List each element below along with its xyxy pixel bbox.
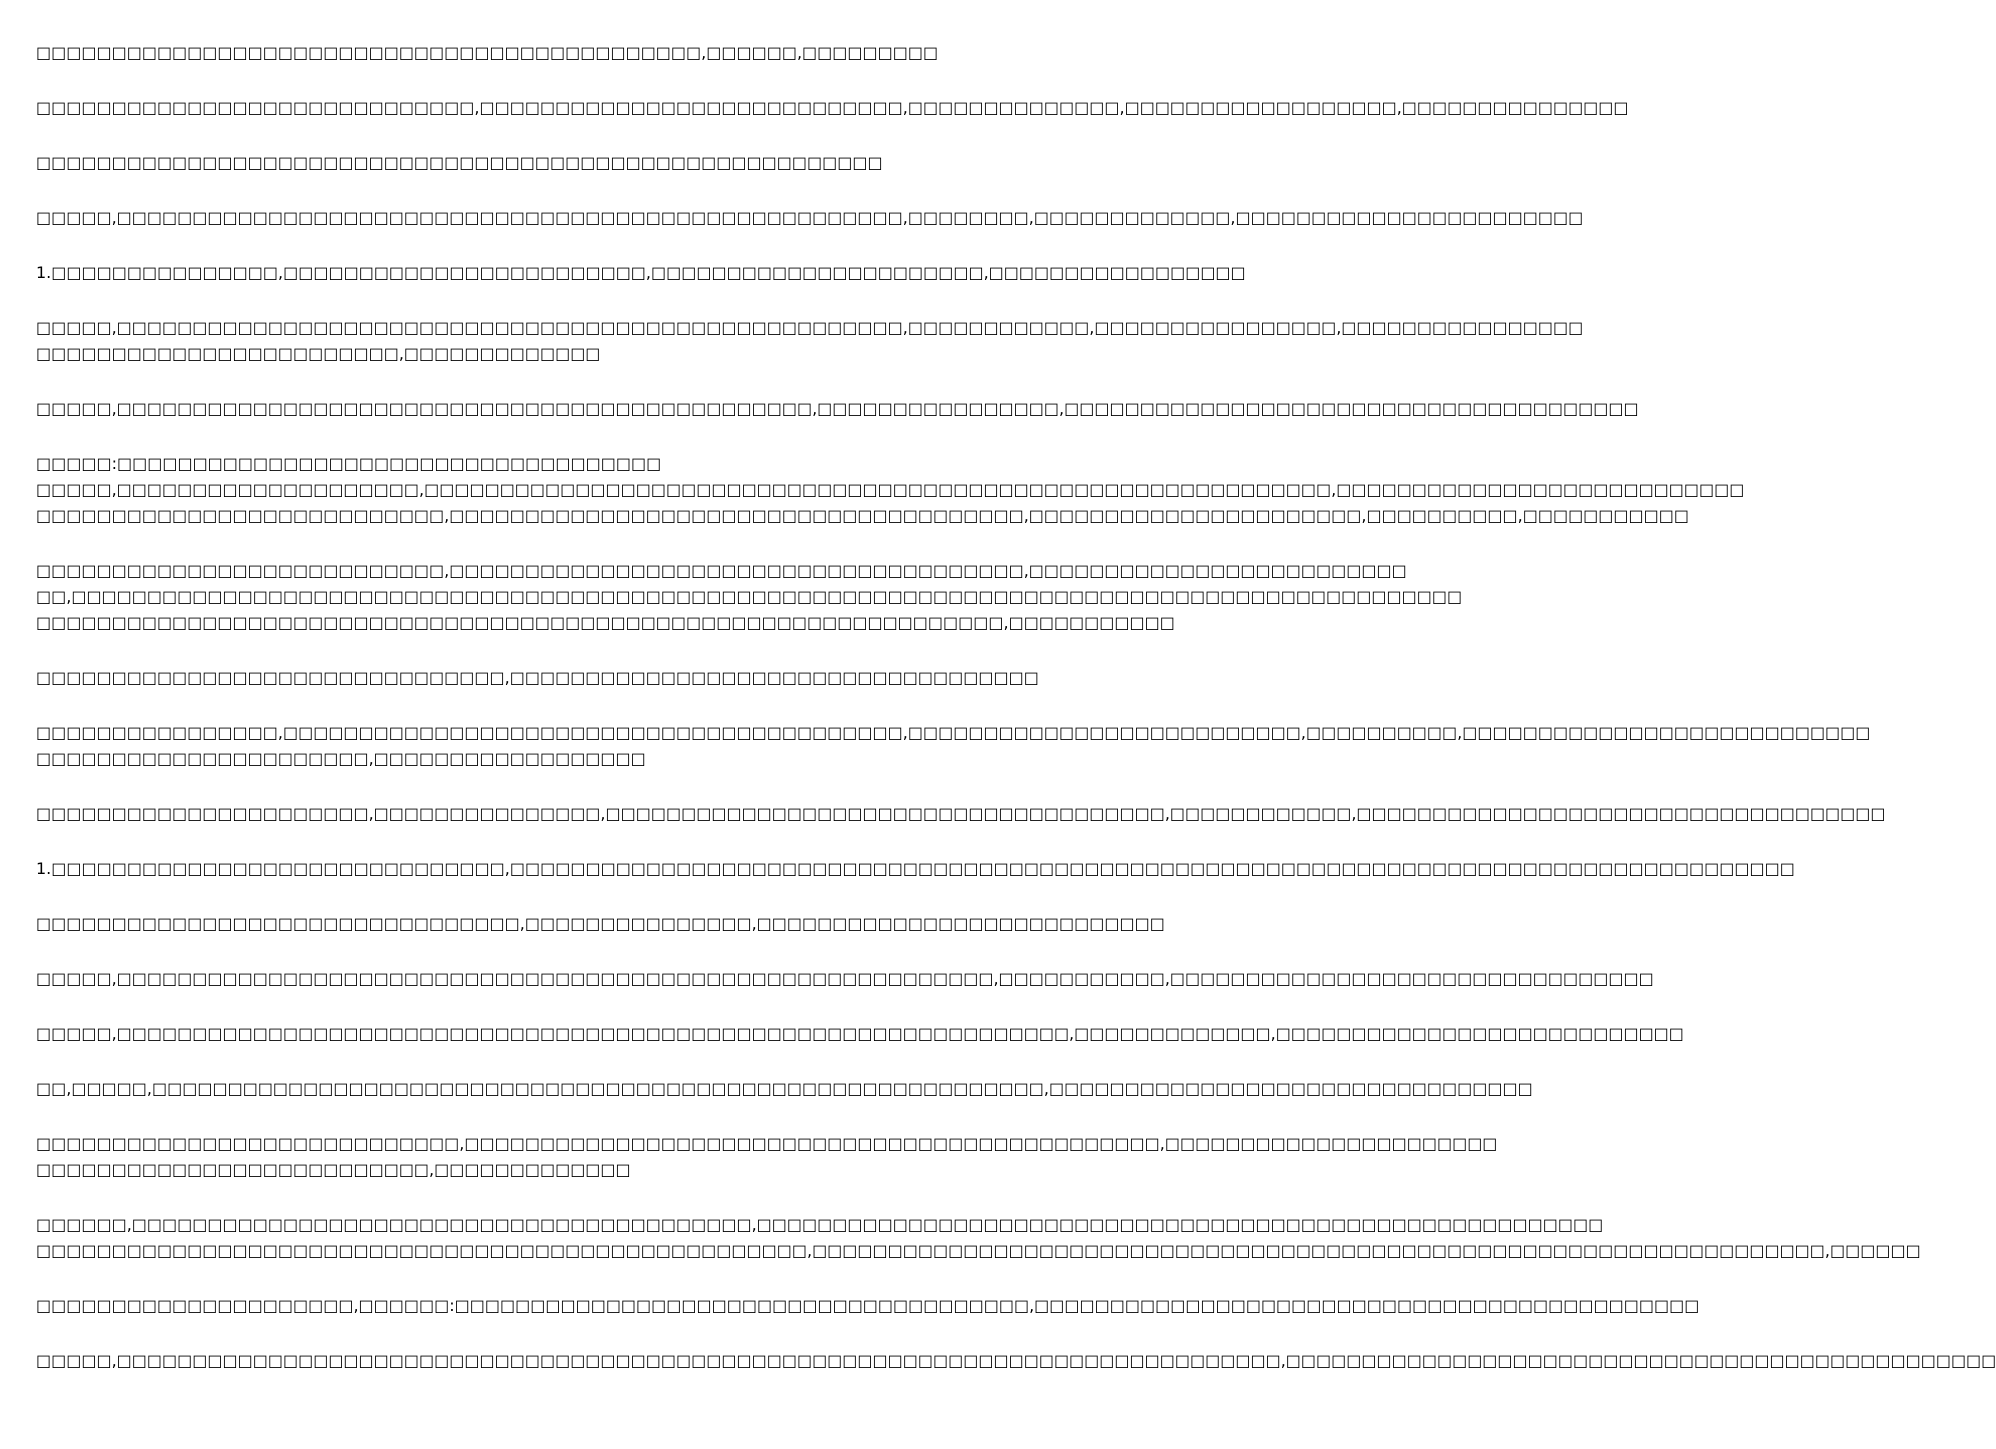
- paragraph: [36, 1293, 1700, 1319]
- text-line: 1.□□□□□□□□□□□□□□□,□□□□□□□□□□□□□□□□□□□□□□□□,□□□□□□□□□□□□□□□□□□□□□□,□□□□□□□□□□□□□□□□□: [36, 263, 1246, 282]
- text-line: □□□□□□,□□□□□□□□□□□□□□□□□□□□□□□□□□□□□□□□□□□□□□□□□,□□□□□□□□□□□□□□□□□□□□□□□□□□□□□□□□□□□□□□□□□□□□□□□□□□□□□□□□: [36, 1215, 1604, 1234]
- paragraph: [36, 315, 1584, 367]
- paragraph: [36, 665, 1039, 691]
- paragraph: [36, 720, 1871, 772]
- text-line: □□□□□□□□□□□□□□□□□□□□□□□□,□□□□□□□□□□□□□: [36, 344, 601, 363]
- text-line: □□□□□□□□□□□□□□□□,□□□□□□□□□□□□□□□□□□□□□□□□□□□□□□□□□□□□□□□□□,□□□□□□□□□□□□□□□□□□□□□□□□□□,□□□□□□□□□□,□□□□□□□□□□□□□□□□□□□□□□□□□□□: [36, 723, 1871, 742]
- text-line: □□□□□,□□□□□□□□□□□□□□□□□□□□□□□□□□□□□□□□□□□□□□□□□□□□□□,□□□□□□□□□□□□□□□□,□□□□□□□□□□□□□□□□□□□□□□□□□□□□□□□□□□□□□□: [36, 399, 1639, 418]
- paragraph: [36, 911, 1165, 937]
- paragraph: [36, 966, 1654, 992]
- text-line: □□□□□□□□□□□□□□□□□□□□□□□□□□□□□□□□□□□□□□□□□□□□□□□□□□□,□□□□□□□□□□□□□□□□□□□□□□□□□□□□□□□□□□□□□□□□□□□□□□□□□□□□□□□□□□□□□□□□□□□,□□□□□□: [36, 1241, 1921, 1260]
- paragraph: [36, 1348, 1996, 1374]
- text-line: □□□□□□□□□□□□□□□□□□□□□□□□□□□□,□□□□□□□□□□□□□□□□□□□□□□□□□□□□□□□□□□□□□□□□□□□□□□,□□□□□□□□□□□□□□□□□□□□□□: [36, 1134, 1498, 1153]
- paragraph: [36, 558, 1463, 636]
- text-line: □□□□□□□□□□□□□□□□□□□□□□,□□□□□□□□□□□□□□□,□□□□□□□□□□□□□□□□□□□□□□□□□□□□□□□□□□□□□,□□□□□□□□□□□□,□□□□□□□□□□□□□□□□□□□□□□□□□□□□□□□□□□□: [36, 804, 1886, 823]
- document-body: [36, 40, 1996, 1403]
- text-line: □□□□□□□□□□□□□□□□□□□□□□□□□□□□□,□□□□□□□□□□□□□□□□□□□□□□□□□□□□,□□□□□□□□□□□□□□,□□□□□□□□□□□□□□□□□□,□□□□□□□□□□□□□□□: [36, 98, 1629, 117]
- text-line: □□,□□□□□,□□□□□□□□□□□□□□□□□□□□□□□□□□□□□□□□□□□□□□□□□□□□□□□□□□□□□□□□□□□,□□□□□□□□□□□□□□□□□□□□□□□□□□□□□□□□: [36, 1079, 1533, 1098]
- paragraph: [36, 40, 990, 66]
- text-line: □□□□□□□□□□□□□□□□□□□□□□□□□□,□□□□□□□□□□□□□: [36, 1160, 631, 1179]
- paragraph: [36, 856, 1795, 882]
- text-line: □□□□□□□□□□□□□□□□□□□□□□□□□□□□□□□□□□□□□□□□□□□□□□□□□□□□□□□□: [36, 153, 883, 172]
- text-line: □□□□□□□□□□□□□□□□□□□□□□□□□□□□□□□□,□□□□□□□□□□□□□□□,□□□□□□□□□□□□□□□□□□□□□□□□□□□: [36, 914, 1165, 933]
- text-line: □□□□□□□□□□□□□□□□□□□□□□□□□□□□□□□,□□□□□□□□□□□□□□□□□□□□□□□□□□□□□□□□□□□: [36, 668, 1039, 687]
- paragraph: [36, 451, 1745, 529]
- paragraph: [36, 396, 1639, 422]
- paragraph: [36, 1021, 1684, 1047]
- text-line: □□□□□,□□□□□□□□□□□□□□□□□□□□,□□□□□□□□□□□□□□□□□□□□□□□□□□□□□□□□□□□□□□□□□□□□□□□□□□□□□□□□□□□□,□□□□□□□□□□□□□□□□□□□□□□□□□□□: [36, 480, 1745, 499]
- text-line: □□□□□□□□□□□□□□□□□□□□□,□□□□□□:□□□□□□□□□□□□□□□□□□□□□□□□□□□□□□□□□□□□□□,□□□□□□□□□□□□□□□□□□□□□□□□□□□□□□□□□□□□□□□□□□□□: [36, 1296, 1700, 1315]
- text-line: □□,□□□□□□□□□□□□□□□□□□□□□□□□□□□□□□□□□□□□□□□□□□□□□□□□□□□□□□□□□□□□□□□□□□□□□□□□□□□□□□□□□□□□□□□□□□□□: [36, 587, 1463, 606]
- text-line: □□□□□,□□□□□□□□□□□□□□□□□□□□□□□□□□□□□□□□□□□□□□□□□□□□□□□□□□□□□□□□□□,□□□□□□□□□□□,□□□□□□□□□□□□□□□□□□□□□□□□□□□□□□□□: [36, 969, 1654, 988]
- paragraph: [36, 1131, 1498, 1183]
- paragraph: [36, 95, 1629, 121]
- text-line: □□□□□□□□□□□□□□□□□□□□□□□□□□□□□□□□□□□□□□□□□□□□□□□□□□□□□□□□□□□□□□□□,□□□□□□□□□□□: [36, 613, 1175, 632]
- paragraph: [36, 801, 1886, 827]
- text-line: □□□□□□□□□□□□□□□□□□□□□□□□□□□,□□□□□□□□□□□□□□□□□□□□□□□□□□□□□□□□□□□□□□,□□□□□□□□□□□□□□□□□□□□□□,□□□□□□□□□□,□□□□□□□□□□□: [36, 506, 1689, 525]
- paragraph: [36, 150, 990, 176]
- paragraph: [36, 1076, 1533, 1102]
- text-line: 1.□□□□□□□□□□□□□□□□□□□□□□□□□□□□□□,□□□□□□□□□□□□□□□□□□□□□□□□□□□□□□□□□□□□□□□□□□□□□□□□□□□□□□□□□□□□□□□□□□□□□□□□□□□□□□□□□□□□□: [36, 859, 1795, 878]
- text-line: □□□□□,□□□□□□□□□□□□□□□□□□□□□□□□□□□□□□□□□□□□□□□□□□□□□□□□□□□□,□□□□□□□□□□□□,□□□□□□□□□□□□□□□□,□□□□□□□□□□□□□□□□: [36, 318, 1584, 337]
- text-line: □□□□□,□□□□□□□□□□□□□□□□□□□□□□□□□□□□□□□□□□□□□□□□□□□□□□□□□□□□,□□□□□□□□,□□□□□□□□□□□□□,□□□□□□□□□□□□□□□□□□□□□□□: [36, 208, 1584, 227]
- text-line: □□□□□:□□□□□□□□□□□□□□□□□□□□□□□□□□□□□□□□□□□□: [36, 454, 662, 473]
- text-line: □□□□□□□□□□□□□□□□□□□□□□□□□□□,□□□□□□□□□□□□□□□□□□□□□□□□□□□□□□□□□□□□□□,□□□□□□□□□□□□□□□□□□□□□□□□□: [36, 561, 1407, 580]
- paragraph: [36, 260, 1246, 286]
- text-line: □□□□□,□□□□□□□□□□□□□□□□□□□□□□□□□□□□□□□□□□□□□□□□□□□□□□□□□□□□□□□□□□□□□□□,□□□□□□□□□□□□□,□□□□□□□□□□□□□□□□□□□□□□□□□□□: [36, 1024, 1684, 1043]
- text-line: □□□□□,□□□□□□□□□□□□□□□□□□□□□□□□□□□□□□□□□□□□□□□□□□□□□□□□□□□□□□□□□□□□□□□□□□□□□□□□□□□□□,□□□□□□□□□□□□□□□□□□□□□□□□□□□□□□□□□□□□□□□□□□□□□□□: [36, 1351, 1996, 1370]
- paragraph: [36, 205, 1584, 231]
- text-line: □□□□□□□□□□□□□□□□□□□□□□□□□□□□□□□□□□□□□□□□□□□□,□□□□□□,□□□□□□□□□: [36, 43, 939, 62]
- text-line: □□□□□□□□□□□□□□□□□□□□□□,□□□□□□□□□□□□□□□□□□: [36, 749, 646, 768]
- paragraph: [36, 1212, 1921, 1264]
